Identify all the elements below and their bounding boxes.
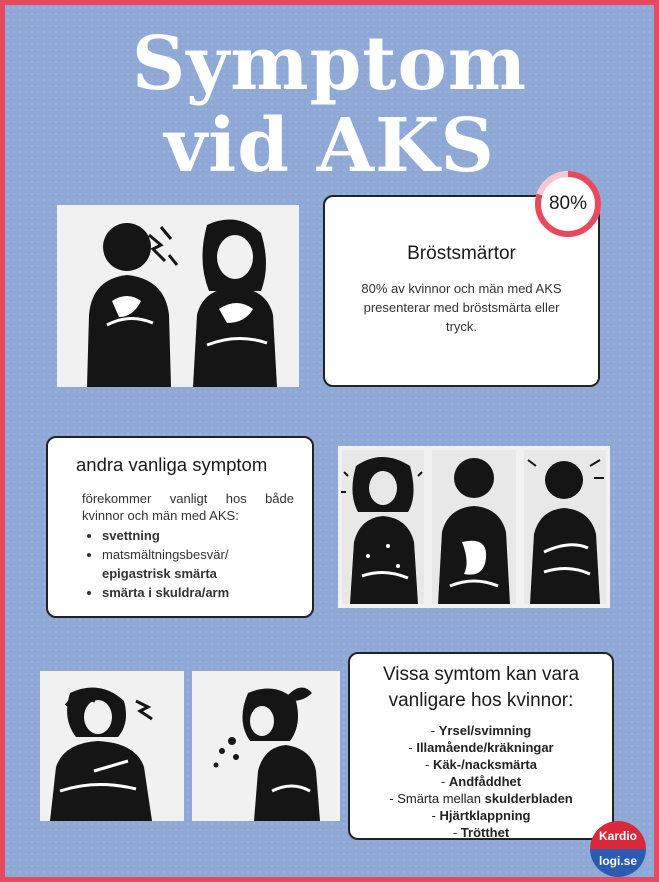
list-item: - Andfåddhet <box>440 774 522 789</box>
list-item: - Illamående/kräkningar <box>408 740 554 755</box>
list-item: - Trötthet <box>452 825 510 840</box>
other-symptoms-heading: andra vanliga symptom <box>76 454 268 475</box>
list-item: • svettning <box>102 526 294 545</box>
list-item: - Smärta mellan skulderbladen <box>389 791 573 806</box>
list-item: - Käk-/nacksmärta <box>424 757 537 772</box>
women-symptoms-card <box>348 652 614 840</box>
nausea-illustration <box>192 671 340 821</box>
percent-ring-badge <box>532 168 604 240</box>
chest-pain-text: 80% av kvinnor och män med AKS presenterar med bröstsmärta eller tryck. <box>361 281 562 334</box>
kardiologi-logo[interactable] <box>590 821 646 877</box>
chest-pain-heading: Bröstsmärtor <box>407 243 516 264</box>
list-item: • matsmältningsbesvär/ epigastrisk smärta <box>102 545 294 583</box>
percent-ring-value: 80% <box>548 193 588 214</box>
other-symptoms-card <box>46 436 314 618</box>
logo-line-1: Kardio <box>590 821 646 849</box>
title-line-2: vid AKS <box>164 103 495 189</box>
other-symptoms-list <box>82 526 294 602</box>
other-symptoms-intro: förekommer vanligt hos både kvinnor och män med AKS: <box>82 491 294 523</box>
list-item: • smärta i skuldra/arm <box>102 583 294 602</box>
title-line-1: Symptom <box>131 21 528 107</box>
list-item: - Yrsel/svimning <box>430 723 532 738</box>
chest-pain-illustration <box>57 205 299 387</box>
other-symptoms-illustration <box>338 446 610 608</box>
dizziness-illustration <box>40 671 184 821</box>
women-symptoms-list <box>350 722 612 841</box>
logo-line-2: logi.se <box>590 849 646 877</box>
women-symptoms-heading: Vissa symtom kan vara vanligare hos kvinnor: <box>382 664 580 711</box>
list-item: - Hjärtklappning <box>431 808 531 823</box>
